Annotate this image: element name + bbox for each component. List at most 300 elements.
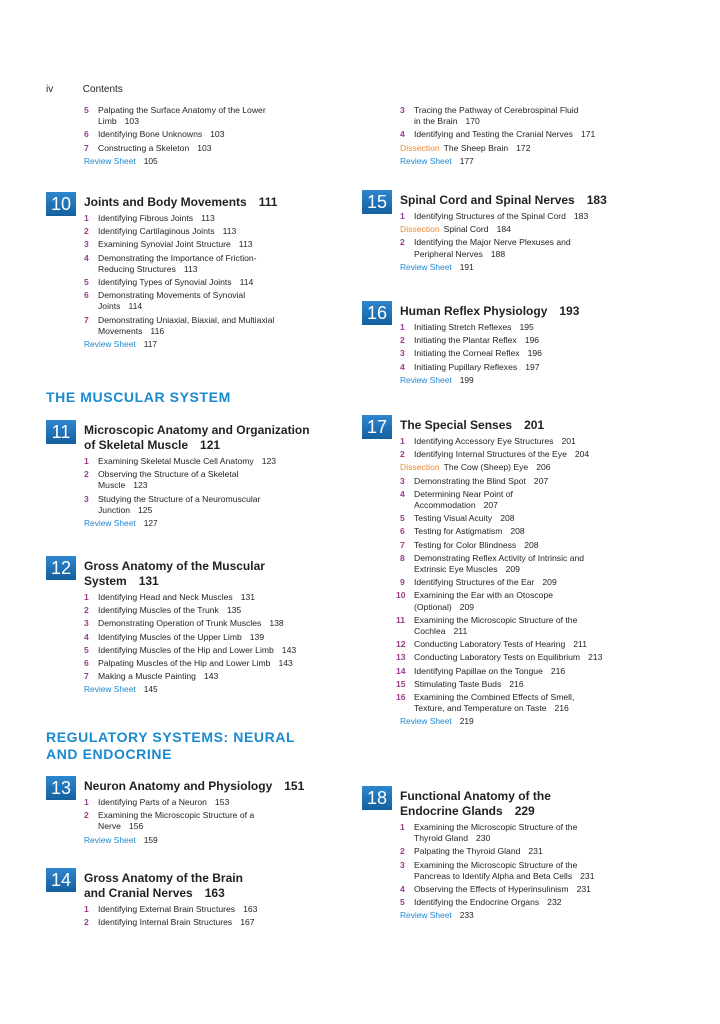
entry-page: 196 xyxy=(527,348,542,359)
chapter-10 xyxy=(46,192,346,352)
chapter-title-cont: Endocrine Glands xyxy=(400,804,503,818)
toc-entry[interactable] xyxy=(362,105,662,127)
toc-entry[interactable] xyxy=(362,692,662,714)
chapter-title-cont: of Skeletal Muscle xyxy=(84,438,189,452)
entry-title: Identifying Bone Unknowns xyxy=(98,129,203,140)
review-sheet-link[interactable] xyxy=(46,684,346,695)
entry-number: 5 xyxy=(400,897,405,908)
entry-number: 4 xyxy=(400,129,405,140)
entry-page: 209 xyxy=(505,564,520,575)
entry-page: 143 xyxy=(203,671,219,682)
entry-number: 8 xyxy=(400,552,405,563)
toc-entry[interactable] xyxy=(46,671,346,682)
entry-number: 1 xyxy=(84,797,89,807)
chapter-title-cont: and Cranial Nerves xyxy=(84,886,193,900)
chapter-14 xyxy=(46,868,346,930)
toc-entry[interactable] xyxy=(362,666,662,677)
toc-entry[interactable] xyxy=(46,129,346,140)
section-regulatory-systems xyxy=(46,729,346,763)
entry-number: 4 xyxy=(84,631,89,642)
entry-number: 13 xyxy=(396,652,406,663)
entry-title: Observing the Structure of a Skeletal xyxy=(98,469,239,480)
entry-page: 207 xyxy=(533,475,549,486)
review-sheet-label: Review Sheet xyxy=(400,374,452,385)
review-sheet-page: 233 xyxy=(459,910,474,921)
chapter-page: 229 xyxy=(514,804,535,818)
chapter-18 xyxy=(362,786,662,923)
entry-title-cont: Texture, and Temperature on Taste xyxy=(414,703,547,714)
chapter-number-badge: 12 xyxy=(46,556,76,580)
entry-title: Palpating Muscles of the Hip and Lower Limb xyxy=(98,658,271,669)
toc-entry[interactable] xyxy=(46,105,346,127)
chapter-page: 131 xyxy=(138,574,159,588)
toc-entry[interactable] xyxy=(46,226,346,237)
chapter-number-badge: 10 xyxy=(46,192,76,216)
toc-entry[interactable] xyxy=(46,810,346,832)
entry-number: 5 xyxy=(84,644,89,655)
toc-entry[interactable] xyxy=(362,526,662,537)
toc-entry[interactable] xyxy=(46,797,346,808)
entry-number: 5 xyxy=(84,277,89,288)
entry-title-cont: Limb xyxy=(98,116,117,127)
toc-entry[interactable] xyxy=(362,489,662,511)
entry-title: Identifying Parts of a Neuron xyxy=(98,797,207,807)
entry-page: 195 xyxy=(519,322,534,332)
entry-title-cont: Pancreas to Identify Alpha and Beta Cells xyxy=(414,870,573,881)
toc-entry[interactable] xyxy=(362,436,662,447)
entry-page: 143 xyxy=(278,658,293,669)
entry-title: Testing for Color Blindness xyxy=(414,539,517,550)
chapter-title xyxy=(400,786,662,819)
chapter-title-text: The Special Senses xyxy=(400,418,513,432)
review-sheet-label: Review Sheet xyxy=(400,261,452,272)
entry-page: 213 xyxy=(588,652,603,663)
entry-number: 7 xyxy=(84,671,89,682)
entry-title-cont: Nerve xyxy=(98,821,121,832)
entry-title: Initiating the Plantar Reflex xyxy=(414,335,517,346)
entry-page: 209 xyxy=(542,577,557,588)
entry-page: 196 xyxy=(524,335,540,346)
entry-number: 6 xyxy=(400,526,405,537)
entry-title: Constructing a Skeleton xyxy=(98,142,190,153)
entry-number: 1 xyxy=(84,456,89,466)
chapter-title-text: Microscopic Anatomy and Organization xyxy=(84,423,310,437)
toc-entry[interactable] xyxy=(46,469,346,491)
toc-entry[interactable] xyxy=(362,590,662,612)
entry-title-cont: Cochlea xyxy=(414,626,446,637)
entry-page: 171 xyxy=(580,129,596,140)
toc-entry[interactable] xyxy=(46,239,346,250)
entry-title: Tracing the Pathway of Cerebrospinal Fluid xyxy=(414,105,579,115)
entry-page: 167 xyxy=(240,917,255,928)
entry-number: 3 xyxy=(84,493,89,504)
entry-number: 11 xyxy=(396,614,406,625)
entry-page: 201 xyxy=(561,436,576,446)
toc-entry[interactable] xyxy=(362,822,662,844)
entry-title: Identifying Structures of the Spinal Cord xyxy=(414,211,566,221)
entry-title: Identifying and Testing the Cranial Nerves xyxy=(414,129,573,140)
dissection-page: 206 xyxy=(536,462,551,473)
entry-title: Initiating Pupillary Reflexes xyxy=(414,361,518,372)
toc-entry[interactable] xyxy=(362,362,662,373)
chapter-heading[interactable] xyxy=(362,415,662,437)
entry-title: Demonstrating Movements of Synovial xyxy=(98,290,246,301)
toc-entry[interactable] xyxy=(362,652,662,663)
review-sheet-link[interactable] xyxy=(362,716,662,727)
entry-title-cont: Muscle xyxy=(98,480,126,491)
entry-title: Stimulating Taste Buds xyxy=(414,678,502,689)
chapter-heading[interactable] xyxy=(46,776,346,798)
review-sheet-page: 105 xyxy=(143,155,158,166)
chapter-title-text: Gross Anatomy of the Brain xyxy=(84,871,243,885)
entry-page: 188 xyxy=(490,248,506,259)
entry-number: 5 xyxy=(84,105,89,115)
toc-entry[interactable] xyxy=(362,335,662,346)
entry-title: Examining the Microscopic Structure of the xyxy=(414,614,578,625)
toc-entry[interactable] xyxy=(362,884,662,895)
entry-number: 1 xyxy=(400,436,405,446)
entry-page: 207 xyxy=(483,500,498,511)
entry-title: Identifying Muscles of the Upper Limb xyxy=(98,631,242,642)
dissection-title: Spinal Cord xyxy=(443,224,489,235)
toc-entry[interactable] xyxy=(362,322,662,333)
toc-entry[interactable] xyxy=(362,553,662,575)
entry-page: 183 xyxy=(573,211,589,221)
toc-entry[interactable] xyxy=(46,277,346,288)
entry-title: Identifying the Endocrine Organs xyxy=(414,897,540,908)
entry-title: Examining Skeletal Muscle Cell Anatomy xyxy=(98,456,254,466)
chapter-number-badge: 17 xyxy=(362,415,392,439)
chapter-title-text: Spinal Cord and Spinal Nerves xyxy=(400,193,575,207)
entry-title: Demonstrating Operation of Trunk Muscles xyxy=(98,618,262,629)
entry-title: Identifying Muscles of the Hip and Lower Limb xyxy=(98,644,274,655)
entry-title-cont: (Optional) xyxy=(414,601,452,612)
chapter-title-text: Joints and Body Movements xyxy=(84,195,247,209)
chapter-heading[interactable] xyxy=(46,420,346,453)
toc-entry[interactable] xyxy=(46,592,346,603)
entry-page: 170 xyxy=(465,116,480,127)
entry-number: 2 xyxy=(400,335,405,346)
chapter-number-badge: 18 xyxy=(362,786,392,810)
toc-entry[interactable] xyxy=(362,540,662,551)
entry-title: Demonstrating Reflex Activity of Intrinsic and xyxy=(414,552,585,563)
entry-number: 9 xyxy=(400,577,405,588)
review-sheet-page: 127 xyxy=(143,518,158,529)
entry-title: Conducting Laboratory Tests on Equilibrium xyxy=(414,652,581,663)
entry-page: 216 xyxy=(550,665,566,676)
toc-entry[interactable] xyxy=(362,348,662,359)
entry-number: 1 xyxy=(84,213,89,223)
chapter-number-badge: 14 xyxy=(46,868,76,892)
review-sheet-link[interactable] xyxy=(46,339,346,350)
entry-page: 125 xyxy=(138,504,153,515)
entry-title-cont: in the Brain xyxy=(414,116,458,127)
toc-entry[interactable] xyxy=(362,897,662,908)
entry-page: 114 xyxy=(239,277,254,288)
entry-number: 4 xyxy=(84,252,89,263)
entry-number: 6 xyxy=(84,658,89,669)
review-sheet-link[interactable] xyxy=(46,835,346,846)
chapter-11 xyxy=(46,420,346,531)
entry-page: 211 xyxy=(573,639,587,650)
entry-number: 2 xyxy=(84,226,89,237)
entry-number: 3 xyxy=(400,105,405,115)
entry-title-cont: Joints xyxy=(98,301,121,312)
entry-title: Identifying Internal Brain Structures xyxy=(98,917,233,928)
entry-number: 3 xyxy=(84,239,89,250)
review-sheet-link[interactable] xyxy=(362,375,662,386)
chapter-heading[interactable] xyxy=(362,190,662,212)
dissection-label: Dissection xyxy=(400,142,440,153)
entry-title-cont: Thyroid Gland xyxy=(414,833,468,844)
dissection-entry[interactable] xyxy=(362,462,662,473)
review-sheet-link[interactable] xyxy=(362,156,662,167)
entry-page: 163 xyxy=(243,904,258,914)
toc-entry[interactable] xyxy=(362,237,662,259)
entry-title: Identifying Papillae on the Tongue xyxy=(414,665,543,676)
entry-number: 3 xyxy=(400,348,405,359)
entry-page: 209 xyxy=(459,601,475,612)
toc-entry[interactable] xyxy=(46,456,346,467)
entry-title: Testing for Astigmatism xyxy=(414,526,503,537)
page-number: iv xyxy=(46,84,54,95)
entry-page: 103 xyxy=(124,116,139,127)
review-sheet-page: 199 xyxy=(459,374,474,385)
entry-title: Identifying Internal Structures of the Eye xyxy=(414,449,567,460)
chapter-heading[interactable] xyxy=(362,786,662,819)
review-sheet-label: Review Sheet xyxy=(84,155,136,166)
dissection-entry[interactable] xyxy=(362,224,662,235)
chapter-heading[interactable] xyxy=(46,556,346,589)
entry-title: Conducting Laboratory Tests of Hearing xyxy=(414,639,566,650)
toc-entry[interactable] xyxy=(46,658,346,669)
entry-title-cont: Reducing Structures xyxy=(98,263,176,274)
chapter-13 xyxy=(46,776,346,848)
entry-page: 143 xyxy=(281,644,297,655)
entry-title: Identifying Accessory Eye Structures xyxy=(414,436,554,446)
dissection-entry[interactable] xyxy=(362,143,662,154)
entry-title: Examining Synovial Joint Structure xyxy=(98,239,231,250)
entry-number: 7 xyxy=(84,142,89,153)
entry-page: 113 xyxy=(201,213,215,223)
entry-number: 16 xyxy=(396,692,406,703)
chapter-title-text: Functional Anatomy of the xyxy=(400,789,551,803)
entry-page: 197 xyxy=(525,361,540,372)
chapter-number-badge: 16 xyxy=(362,301,392,325)
entry-title: Identifying Structures of the Ear xyxy=(414,577,535,588)
toc-entry[interactable] xyxy=(362,449,662,460)
chapter-16 xyxy=(362,301,662,388)
entry-title-cont: Movements xyxy=(98,325,143,336)
section-muscular-system xyxy=(46,389,346,406)
toc-entry[interactable] xyxy=(46,632,346,643)
chapter-title xyxy=(84,192,346,210)
entry-page: 116 xyxy=(150,325,165,336)
entry-title-cont: Junction xyxy=(98,504,131,515)
entry-number: 3 xyxy=(84,618,89,629)
entry-number: 15 xyxy=(396,678,406,689)
entry-title: Making a Muscle Painting xyxy=(98,671,196,682)
entry-title: Examining the Microscopic Structure of the xyxy=(414,859,578,870)
entry-title: Palpating the Thyroid Gland xyxy=(414,846,521,857)
toc-entry[interactable] xyxy=(46,213,346,224)
toc-entry[interactable] xyxy=(362,577,662,588)
review-sheet-label: Review Sheet xyxy=(84,339,136,350)
entry-page: 230 xyxy=(475,833,491,844)
toc-entry[interactable] xyxy=(362,476,662,487)
entry-page: 103 xyxy=(197,142,212,153)
entry-page: 113 xyxy=(238,239,253,250)
entry-number: 4 xyxy=(400,884,405,895)
chapter-17 xyxy=(362,415,662,729)
entry-title: Demonstrating Uniaxial, Biaxial, and Multiaxial xyxy=(98,314,275,325)
entry-number: 2 xyxy=(84,810,89,821)
toc-entry[interactable] xyxy=(362,860,662,882)
toc-entry[interactable] xyxy=(362,615,662,637)
entry-title: Identifying Head and Neck Muscles xyxy=(98,592,233,602)
entry-title-cont: Accommodation xyxy=(414,500,476,511)
chapter-title xyxy=(400,190,662,208)
entry-page: 231 xyxy=(580,870,595,881)
entry-number: 1 xyxy=(400,322,405,332)
chapter-title xyxy=(400,301,662,319)
toc-entry[interactable] xyxy=(46,904,346,915)
chapter-page: 163 xyxy=(204,886,225,900)
entry-title: Examining the Ear with an Otoscope xyxy=(414,590,554,601)
entry-title: Identifying Types of Synovial Joints xyxy=(98,277,232,288)
entry-title: Demonstrating the Importance of Friction- xyxy=(98,252,257,263)
toc-entry[interactable] xyxy=(362,846,662,857)
entry-page: 208 xyxy=(500,513,515,524)
chapter-title xyxy=(84,420,346,453)
entry-number: 2 xyxy=(400,449,405,460)
entry-number: 2 xyxy=(84,469,89,480)
chapter-title xyxy=(400,415,662,433)
entry-number: 3 xyxy=(400,475,405,486)
chapter-title xyxy=(84,776,346,794)
toc-entry[interactable] xyxy=(46,605,346,616)
entry-number: 1 xyxy=(84,592,89,602)
toc-entry[interactable] xyxy=(46,917,346,928)
entry-page: 208 xyxy=(510,526,525,537)
review-sheet-label: Review Sheet xyxy=(400,910,452,921)
review-sheet-page: 159 xyxy=(143,834,158,845)
chapter-title-text: Neuron Anatomy and Physiology xyxy=(84,779,273,793)
entry-page: 231 xyxy=(528,846,543,857)
entry-page: 123 xyxy=(261,456,277,466)
review-sheet-link[interactable] xyxy=(362,910,662,921)
dissection-label: Dissection xyxy=(400,462,440,473)
running-title: Contents xyxy=(82,84,123,95)
entry-page: 113 xyxy=(222,226,237,237)
review-sheet-label: Review Sheet xyxy=(400,155,452,166)
chapter-page: 201 xyxy=(524,418,545,432)
entry-number: 4 xyxy=(400,361,405,372)
entry-title: Examining the Microscopic Structure of the xyxy=(414,822,578,832)
entry-page: 113 xyxy=(183,263,198,274)
toc-entry[interactable] xyxy=(46,253,346,275)
dissection-label: Dissection xyxy=(400,224,440,235)
entry-number: 1 xyxy=(84,904,89,914)
review-sheet-page: 219 xyxy=(459,716,474,727)
toc-entry[interactable] xyxy=(46,645,346,656)
dissection-title: The Sheep Brain xyxy=(443,142,509,153)
entry-title: Determining Near Point of xyxy=(414,488,513,499)
dissection-page: 172 xyxy=(516,142,531,153)
review-sheet-label: Review Sheet xyxy=(84,518,136,529)
review-sheet-link[interactable] xyxy=(362,262,662,273)
entry-page: 216 xyxy=(509,678,524,689)
section-heading-line: AND ENDOCRINE xyxy=(46,746,173,762)
chapter-heading[interactable] xyxy=(46,192,346,214)
entry-title: Identifying External Brain Structures xyxy=(98,904,236,914)
entry-number: 1 xyxy=(400,822,405,832)
entry-title-cont: Extrinsic Eye Muscles xyxy=(414,564,498,575)
toc-entry[interactable] xyxy=(46,143,346,154)
section-heading-line: REGULATORY SYSTEMS: NEURAL xyxy=(46,729,296,745)
toc-entry[interactable] xyxy=(362,211,662,222)
toc-entry[interactable] xyxy=(362,129,662,140)
entry-page: 232 xyxy=(547,897,562,908)
chapter-12 xyxy=(46,556,346,697)
entry-number: 7 xyxy=(84,314,89,325)
entry-page: 139 xyxy=(249,631,265,642)
review-sheet-link[interactable] xyxy=(46,156,346,167)
section-heading-line: THE MUSCULAR SYSTEM xyxy=(46,389,231,405)
entry-title: Initiating the Corneal Reflex xyxy=(414,348,520,359)
chapter-heading[interactable] xyxy=(362,301,662,323)
entry-page: 211 xyxy=(453,626,468,637)
review-sheet-page: 145 xyxy=(143,684,158,695)
entry-title: Testing Visual Acuity xyxy=(414,513,493,524)
toc-entry[interactable] xyxy=(46,618,346,629)
chapter-number-badge: 15 xyxy=(362,190,392,214)
chapter-heading[interactable] xyxy=(46,868,346,901)
entry-title: Examining the Microscopic Structure of a xyxy=(98,810,255,821)
toc-entry[interactable] xyxy=(362,513,662,524)
toc-entry[interactable] xyxy=(46,290,346,312)
entry-title: Demonstrating the Blind Spot xyxy=(414,475,526,486)
entry-page: 123 xyxy=(133,480,148,491)
entry-page: 114 xyxy=(128,301,143,312)
chapter-page: 183 xyxy=(586,193,607,207)
entry-page: 208 xyxy=(524,539,539,550)
entry-number: 2 xyxy=(400,237,405,248)
toc-entry[interactable] xyxy=(362,639,662,650)
entry-page: 135 xyxy=(226,605,242,616)
toc-entry[interactable] xyxy=(46,494,346,516)
review-sheet-page: 191 xyxy=(459,261,474,272)
chapter-title-text: Human Reflex Physiology xyxy=(400,304,548,318)
toc-entry[interactable] xyxy=(46,315,346,337)
review-sheet-link[interactable] xyxy=(46,518,346,529)
entry-number: 14 xyxy=(396,665,406,676)
entry-page: 216 xyxy=(554,703,569,714)
entry-number: 1 xyxy=(400,211,405,221)
chapter-title xyxy=(84,868,346,901)
chapter-title xyxy=(84,556,346,589)
entry-page: 153 xyxy=(214,797,230,807)
entry-title: Examining the Combined Effects of Smell, xyxy=(414,692,575,703)
entry-title: Identifying Muscles of the Trunk xyxy=(98,605,219,616)
entry-title: Initiating Stretch Reflexes xyxy=(414,322,512,332)
entry-number: 5 xyxy=(400,513,405,524)
entry-page: 131 xyxy=(240,592,256,602)
chapter-title-text: Gross Anatomy of the Muscular xyxy=(84,559,265,573)
review-sheet-label: Review Sheet xyxy=(400,716,452,727)
toc-entry[interactable] xyxy=(362,679,662,690)
dissection-page: 184 xyxy=(496,224,511,235)
